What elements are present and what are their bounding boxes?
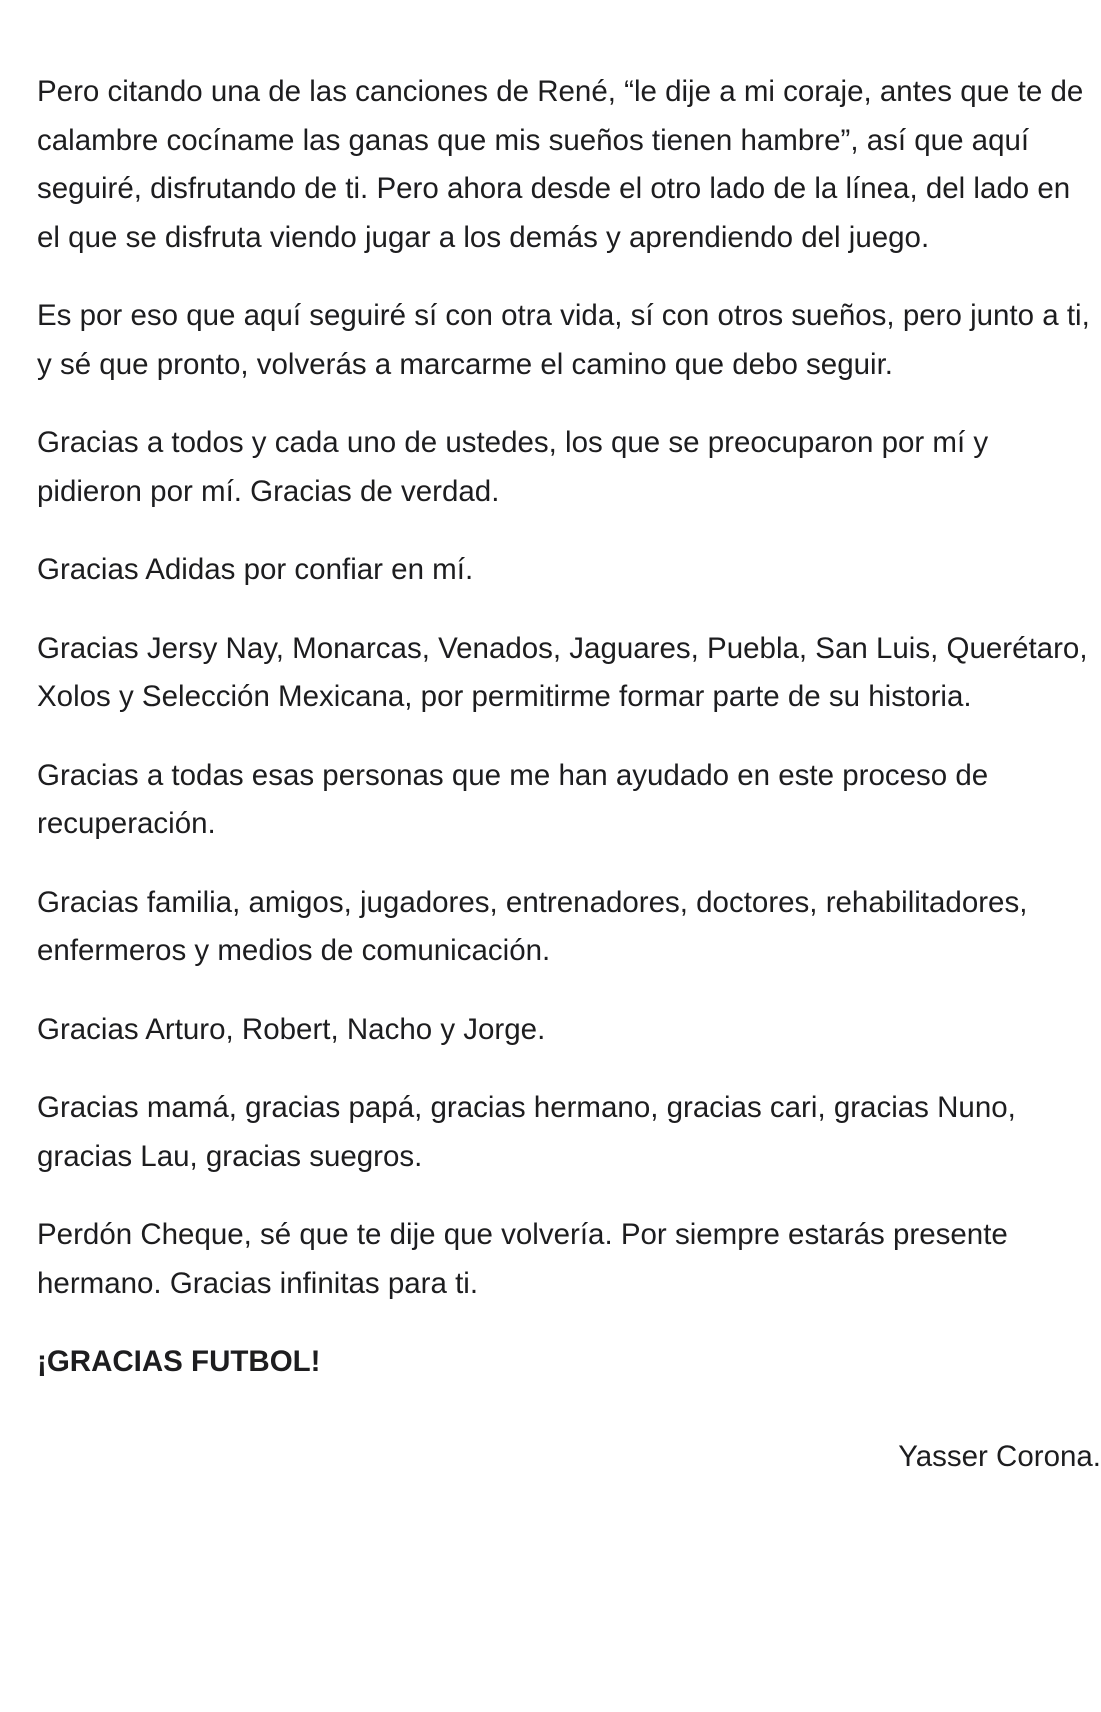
paragraph-gracias-familia: Gracias familia, amigos, jugadores, entrenadores, doctores, rehabilitadores, enfermeros y medios de comunicación. <box>37 885 1028 967</box>
paragraph-gracias-adidas: Gracias Adidas por confiar en mí. <box>37 553 474 586</box>
paragraph-seguire: Es por eso que aquí seguiré sí con otra vida, sí con otros sueños, pero junto a ti, y sé que pronto, volverás a marcarme el camino que debo seguir. <box>37 299 1090 381</box>
paragraph-gracias-mama: Gracias mamá, gracias papá, gracias hermano, gracias cari, gracias Nuno, gracias Lau, gracias suegros. <box>37 1091 1016 1173</box>
paragraph-rene-quote: Pero citando una de las canciones de René, “le dije a mi coraje, antes que te de calambre cocíname las ganas que mis sueños tienen hambre”, así que aquí seguiré, disfrutando de ti. Pero ahora desde el otro lado de la línea, del lado en el que se disfruta viendo jugar a los demás y aprendiendo del juego. <box>37 75 1084 254</box>
paragraph-gracias-recuperacion: Gracias a todas esas personas que me han ayudado en este proceso de recuperación. <box>37 758 989 840</box>
paragraph-gracias-nombres: Gracias Arturo, Robert, Nacho y Jorge. <box>37 1012 546 1046</box>
letter-body <box>37 68 1101 1481</box>
signature: Yasser Corona. <box>898 1439 1101 1473</box>
paragraph-gracias-clubes: Gracias Jersy Nay, Monarcas, Venados, Jaguares, Puebla, San Luis, Querétaro, Xolos y Selección Mexicana, por permitirme formar parte de su historia. <box>37 631 1088 713</box>
closing-line: ¡GRACIAS FUTBOL! <box>37 1345 321 1378</box>
paragraph-perdon-cheque: Perdón Cheque, sé que te dije que volvería. Por siempre estarás presente hermano. Gracias infinitas para ti. <box>37 1218 1008 1300</box>
paragraph-gracias-todos: Gracias a todos y cada uno de ustedes, los que se preocuparon por mí y pidieron por mí. Gracias de verdad. <box>37 426 989 508</box>
